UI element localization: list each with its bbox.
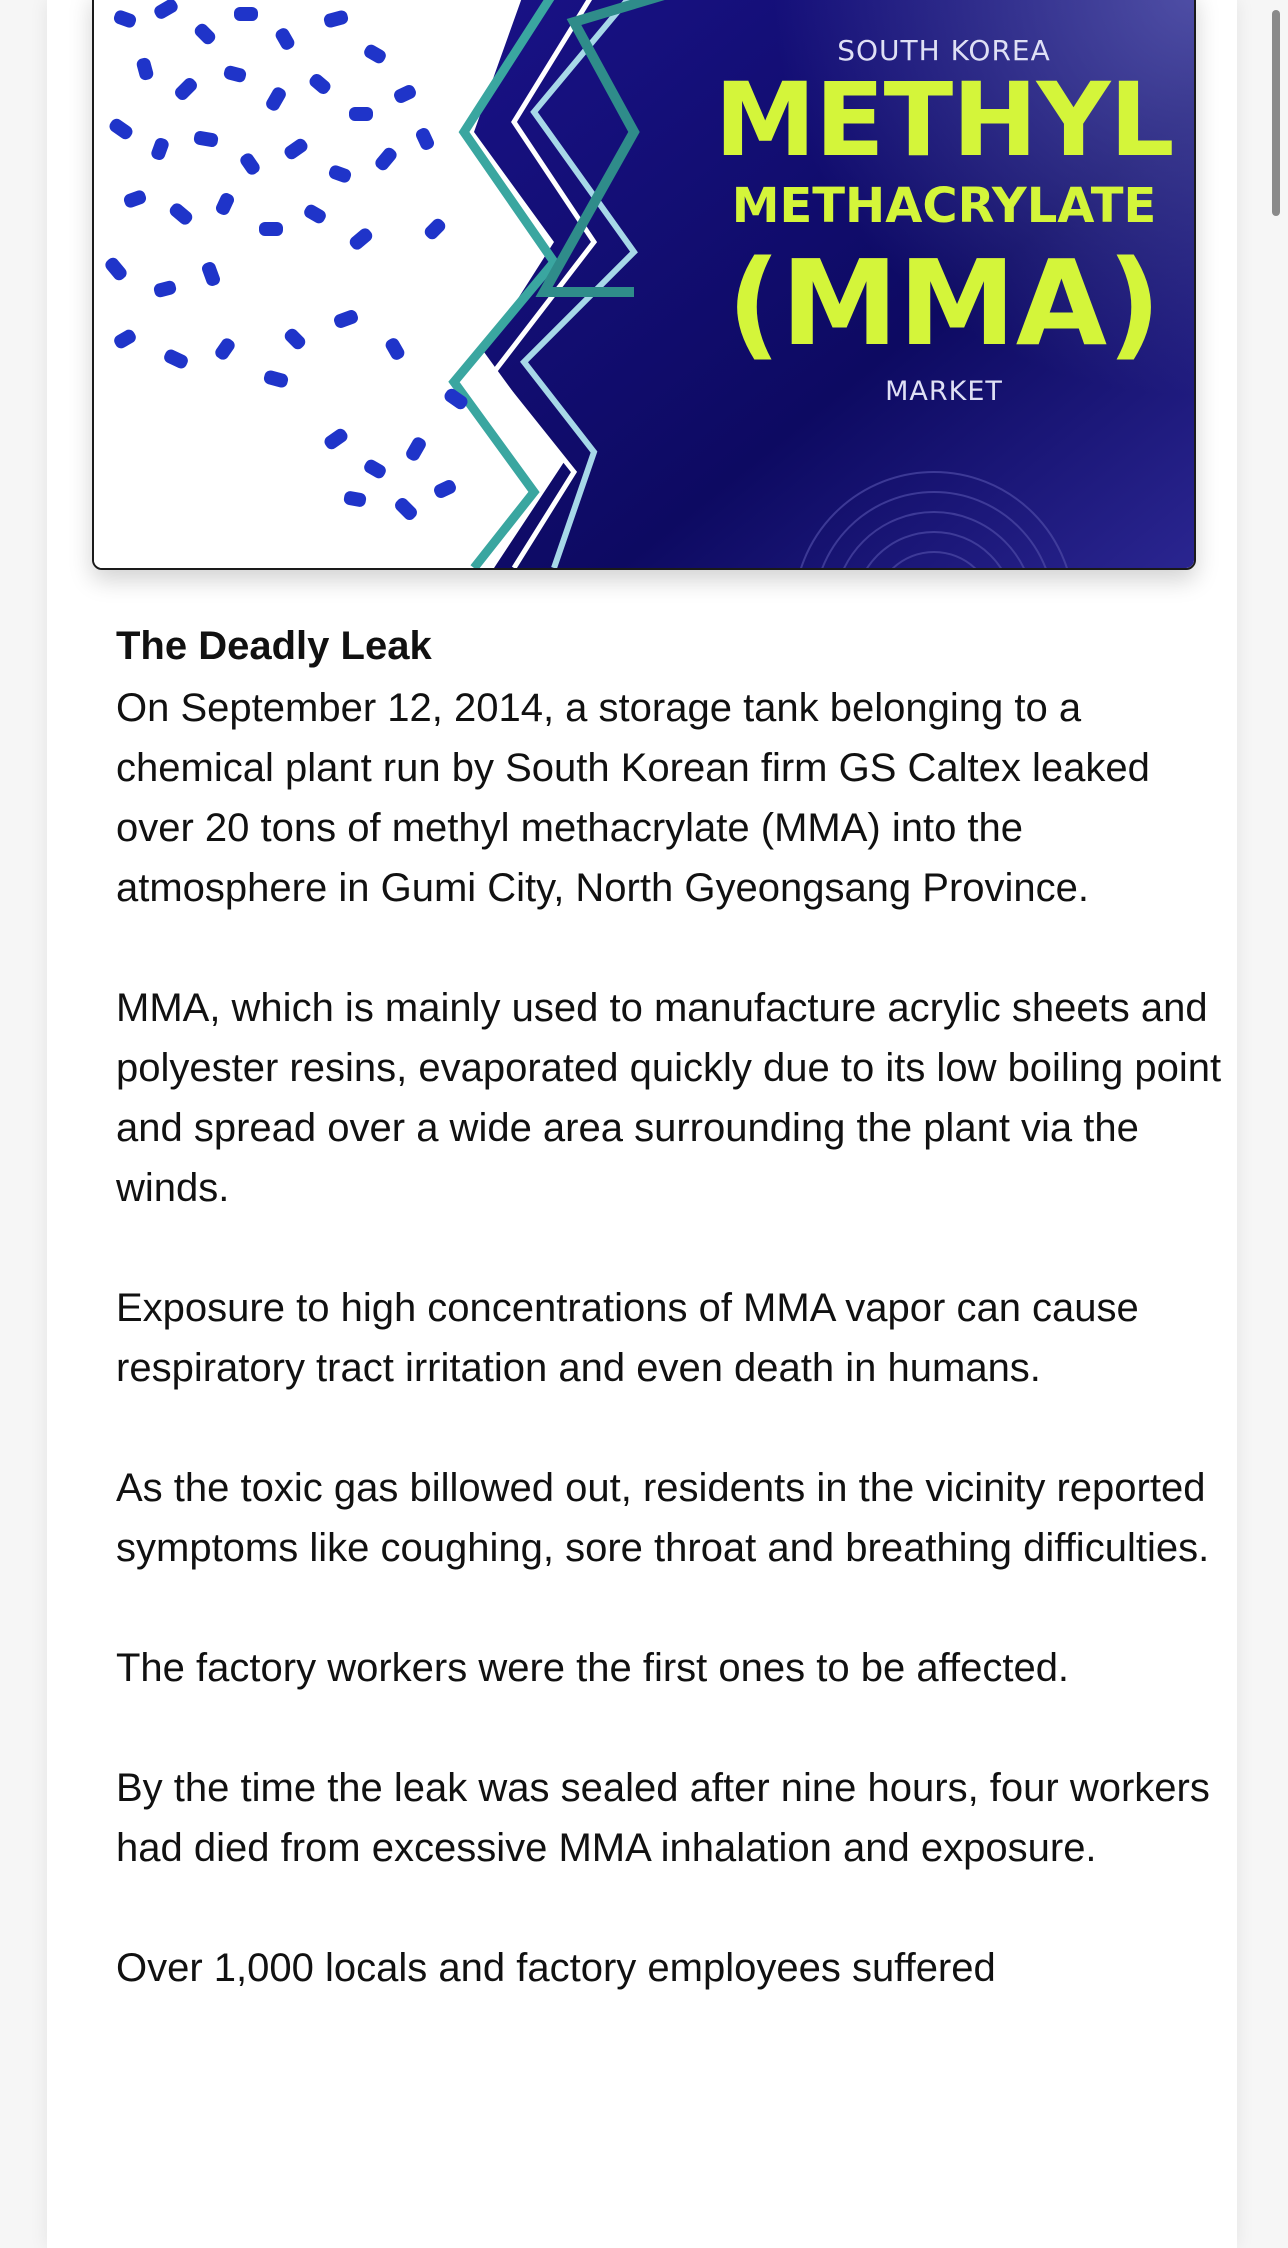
article-paragraph: Exposure to high concentrations of MMA vapor can cause respiratory tract irritation and even death in humans. <box>116 1286 1139 1390</box>
hero-country-label: SOUTH KOREA <box>837 34 1051 67</box>
hero-image <box>92 0 1196 570</box>
article-page <box>47 0 1237 2248</box>
pellet-shape <box>234 7 258 21</box>
hero-title-line3: (MMA) <box>726 234 1162 372</box>
hero-title-line2: METHACRYLATE <box>731 178 1157 234</box>
article-paragraph: MMA, which is mainly used to manufacture acrylic sheets and polyester resins, evaporated quickly due to its low boiling point and spread over a wide area surrounding the plant via the winds. <box>116 986 1222 1210</box>
section-heading: The Deadly Leak <box>116 624 432 668</box>
article-paragraph: Over 1,000 locals and factory employees suffered <box>116 1946 996 1990</box>
article-paragraph: The factory workers were the first ones to be affected. <box>116 1646 1070 1690</box>
article-paragraph: By the time the leak was sealed after nine hours, four workers had died from excessive MMA inhalation and exposure. <box>116 1766 1210 1870</box>
article-paragraph: On September 12, 2014, a storage tank belonging to a chemical plant run by South Korean firm GS Caltex leaked over 20 tons of methyl methacrylate (MMA) into the atmosphere in Gumi City, North Gyeongsang Province. <box>116 686 1150 910</box>
article-body <box>116 614 1226 2058</box>
hero-subtitle: MARKET <box>885 376 1003 407</box>
pellet-shape <box>259 222 283 236</box>
hero-title-line1: METHYL <box>714 61 1174 180</box>
pellet-shape <box>349 107 373 121</box>
article-paragraph: As the toxic gas billowed out, residents in the vicinity reported symptoms like coughing, sore throat and breathing difficulties. <box>116 1466 1210 1570</box>
scrollbar-thumb[interactable] <box>1272 10 1280 216</box>
